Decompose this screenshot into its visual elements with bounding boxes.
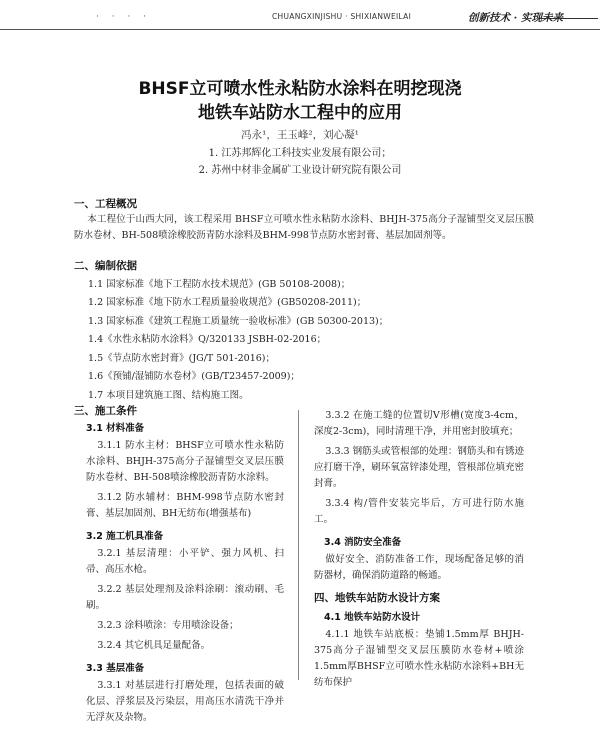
reference-item: 1.2 国家标准《地下防水工程质量验收规范》(GB50208-2011)； bbox=[88, 297, 367, 308]
right-column bbox=[314, 408, 524, 695]
section-1-heading: 一、工程概况 bbox=[74, 198, 137, 210]
paragraph-3-3-4: 3.3.4 构/管件安装完毕后，方可进行防水施工。 bbox=[314, 498, 524, 525]
header-scan-marks: · · · · bbox=[96, 12, 152, 22]
header-trailing-line bbox=[540, 18, 598, 19]
paragraph-3-1-1: 3.1.1 防水主材：BHSF立可喷水性永粘防水涂料、BHJH-375高分子湿铺型交叉层压膜防水卷材、BH-508喷涂橡胶沥青防水涂料。 bbox=[86, 440, 284, 483]
subsection-3-1-heading: 3.1 材料准备 bbox=[86, 423, 145, 434]
section-2-heading: 二、编制依据 bbox=[74, 260, 137, 272]
header-english-slogan: CHUANGXINJISHU · SHIXIANWEILAI bbox=[272, 12, 412, 21]
paragraph-3-2-3: 3.2.3 涂料喷涂：专用喷涂设备； bbox=[97, 620, 239, 631]
left-column bbox=[86, 420, 284, 730]
header-column-title: 创新技术 · 实现未来 bbox=[468, 12, 563, 24]
subsection-3-4-heading: 3.4 消防安全准备 bbox=[324, 537, 402, 548]
paragraph-3-1-2: 3.1.2 防水辅材：BHM-998节点防水密封膏、基层加固剂、BH无纺布(增强基布) bbox=[86, 492, 284, 519]
paragraph-3-3-3: 3.3.3 钢筋头或管根部的处理：钢筋头和有锈迹应打磨干净，刷环氧富锌漆处理，管根部位填充密封膏。 bbox=[314, 446, 524, 489]
subsection-4-1-heading: 4.1 地铁车站防水设计 bbox=[324, 612, 421, 623]
article-title-line-1: BHSF立可喷水性永粘防水涂料在明挖现浇 bbox=[138, 79, 462, 99]
reference-item: 1.7 本项目建筑施工图、结构施工图。 bbox=[88, 390, 249, 401]
subsection-3-2-heading: 3.2 施工机具准备 bbox=[86, 531, 164, 542]
section-3-heading: 三、施工条件 bbox=[74, 405, 137, 417]
paragraph-3-2-1: 3.2.1 基层清理：小平铲、强力风机、扫帚、高压水枪。 bbox=[86, 548, 284, 575]
affiliation-2: 2. 苏州中材非金属矿工业设计研究院有限公司 bbox=[198, 165, 402, 176]
paragraph-3-2-2: 3.2.2 基层处理剂及涂料涂刷：滚动刷、毛刷。 bbox=[86, 584, 284, 611]
reference-item: 1.6《预铺/湿铺防水卷材》(GB/T23457-2009)； bbox=[88, 371, 300, 382]
paragraph-3-3-1: 3.3.1 对基层进行打磨处理，包括表面的破化层、浮浆层及污染层，用高压水清洗干净并无浮灰及杂物。 bbox=[86, 680, 284, 723]
author-list: 冯永¹，王玉峰²，刘心凝¹ bbox=[241, 129, 359, 141]
section-1-body: 本工程位于山西大同，该工程采用 BHSF立可喷水性永粘防水涂料、BHJH-375高分子湿铺型交叉层压膜防水卷材、BH-508喷涂橡胶沥青防水涂料及BHM-998节点防水密封膏、基层加固剂等。 bbox=[74, 214, 534, 241]
reference-item: 1.1 国家标准《地下工程防水技术规范》(GB 50108-2008)； bbox=[88, 279, 351, 290]
subsection-3-3-heading: 3.3 基层准备 bbox=[86, 663, 145, 674]
reference-item: 1.4《水性永粘防水涂料》Q/320133 JSBH-02-2016； bbox=[88, 334, 327, 345]
reference-item: 1.5《节点防水密封膏》(JG/T 501-2016)； bbox=[88, 353, 275, 364]
reference-item: 1.3 国家标准《建筑工程施工质量统一验收标准》(GB 50300-2013)； bbox=[88, 316, 389, 327]
paragraph-3-2-4: 3.2.4 其它机具足量配备。 bbox=[97, 640, 211, 651]
affiliation-1: 1. 江苏邦辉化工科技实业发展有限公司； bbox=[208, 148, 392, 159]
paragraph-4-1-1: 4.1.1 地铁车站底板：垫铺1.5mm厚 BHJH-375高分子湿铺型交叉层压膜防水卷材+喷涂1.5mm厚BHSF立可喷水性永粘防水涂料+BH无纺布保护 bbox=[314, 629, 524, 688]
article-title-line-2: 地铁车站防水工程中的应用 bbox=[198, 103, 402, 123]
column-divider bbox=[298, 410, 299, 680]
paragraph-3-3-2: 3.3.2 在施工缝的位置切V形槽(宽度3-4cm，深度2-3cm)，同时清理干净，并用密封胶填充； bbox=[314, 410, 524, 437]
section-4-heading: 四、地铁车站防水设计方案 bbox=[314, 592, 440, 604]
paragraph-3-4: 做好安全、消防准备工作，现场配备足够的消防器材，确保消防道路的畅通。 bbox=[314, 554, 524, 581]
